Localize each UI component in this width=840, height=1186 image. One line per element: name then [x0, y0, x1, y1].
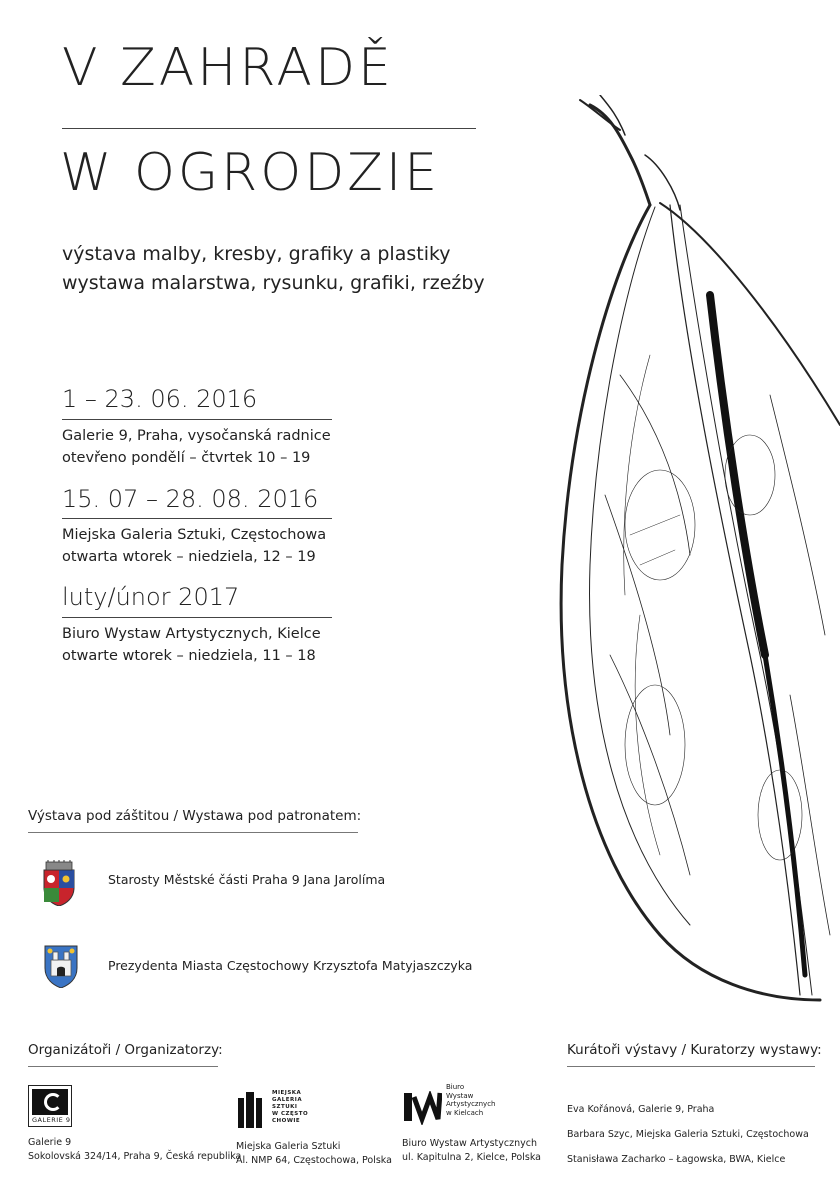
subtitle-line-2: wystawa malarstwa, rysunku, grafiki, rzeźby — [62, 272, 485, 294]
mgs-logo-line: SZTUKI — [272, 1104, 298, 1110]
title-divider — [62, 128, 476, 129]
organizer-2-address: Al. NMP 64, Częstochowa, Polska — [236, 1155, 392, 1166]
patronage-heading: Výstava pod záštitou / Wystawa pod patronatem: — [28, 808, 362, 824]
patron-1-name: Starosty Městské části Praha 9 Jana Jarolíma — [108, 872, 386, 887]
galerie9-logo-mark — [32, 1089, 68, 1115]
bwa-logo-line: Biuro — [446, 1083, 465, 1091]
title-line-2: W OGRODZIE — [60, 143, 441, 203]
curator-3: Stanisława Zacharko – Łagowska, BWA, Kielce — [567, 1154, 786, 1165]
bwa-logo-line: Wystaw — [446, 1091, 474, 1100]
exhibition-2-divider — [62, 518, 332, 519]
exhibition-2-venue: Miejska Galeria Sztuki, Częstochowa — [62, 527, 327, 543]
curators-heading: Kurátoři výstavy / Kuratorzy wystawy: — [567, 1042, 822, 1058]
mgs-logo-mark-icon — [236, 1090, 270, 1130]
exhibition-1-hours: otevřeno pondělí – čtvrtek 10 – 19 — [62, 450, 311, 466]
mgs-logo-line: W CZĘSTO — [272, 1111, 309, 1117]
patron-2-name: Prezydenta Miasta Częstochowy Krzysztofa Matyjaszczyka — [108, 958, 473, 973]
czestochowa-crest-icon — [42, 942, 80, 988]
exhibition-1-venue: Galerie 9, Praha, vysočanská radnice — [62, 428, 331, 444]
mgs-logo-line: CHOWIE — [272, 1118, 301, 1124]
bwa-logo-mark-icon — [402, 1091, 442, 1125]
bwa-logo — [402, 1083, 512, 1127]
title-line-1: V ZAHRADĚ — [62, 38, 394, 98]
organizers-heading: Organizátoři / Organizatorzy: — [28, 1042, 223, 1058]
exhibition-3-divider — [62, 617, 332, 618]
curator-1: Eva Kořánová, Galerie 9, Praha — [567, 1104, 715, 1115]
fruit-illustration — [550, 95, 840, 1005]
curators-divider — [567, 1066, 815, 1067]
exhibition-2-hours: otwarta wtorek – niedziela, 12 – 19 — [62, 549, 316, 565]
exhibition-3-hours: otwarte wtorek – niedziela, 11 – 18 — [62, 648, 316, 664]
bwa-logo-text — [446, 1083, 495, 1117]
exhibition-1-date: 1 – 23. 06. 2016 — [62, 385, 258, 413]
organizer-2-name: Miejska Galeria Sztuki — [236, 1141, 341, 1152]
bwa-logo-line: w Kielcach — [446, 1108, 484, 1117]
exhibition-1-divider — [62, 419, 332, 420]
exhibition-2-date: 15. 07 – 28. 08. 2016 — [62, 485, 319, 513]
galerie9-logo-text: GALERIE 9 — [32, 1116, 71, 1124]
exhibition-3-date: luty/únor 2017 — [62, 583, 240, 611]
organizer-3-name: Biuro Wystaw Artystycznych — [402, 1138, 537, 1149]
galerie9-logo-circle-icon — [44, 1093, 62, 1111]
galerie9-logo — [28, 1085, 72, 1127]
praha9-crest-icon — [40, 860, 78, 906]
mgs-logo-line: GALERIA — [272, 1097, 303, 1103]
patronage-divider — [28, 832, 358, 833]
organizer-3-address: ul. Kapitulna 2, Kielce, Polska — [402, 1152, 541, 1163]
organizer-1-name: Galerie 9 — [28, 1137, 72, 1148]
mgs-logo — [236, 1090, 316, 1132]
exhibition-3-venue: Biuro Wystaw Artystycznych, Kielce — [62, 626, 321, 642]
subtitle-line-1: výstava malby, kresby, grafiky a plastiky — [62, 243, 451, 265]
organizer-1-address: Sokolovská 324/14, Praha 9, Česká republika — [28, 1151, 242, 1162]
mgs-logo-text — [272, 1090, 308, 1125]
mgs-logo-line: MIEJSKA — [272, 1090, 302, 1096]
bwa-logo-line: Artystycznych — [446, 1100, 496, 1108]
organizers-divider — [28, 1066, 218, 1067]
curator-2: Barbara Szyc, Miejska Galeria Sztuki, Częstochowa — [567, 1129, 809, 1140]
